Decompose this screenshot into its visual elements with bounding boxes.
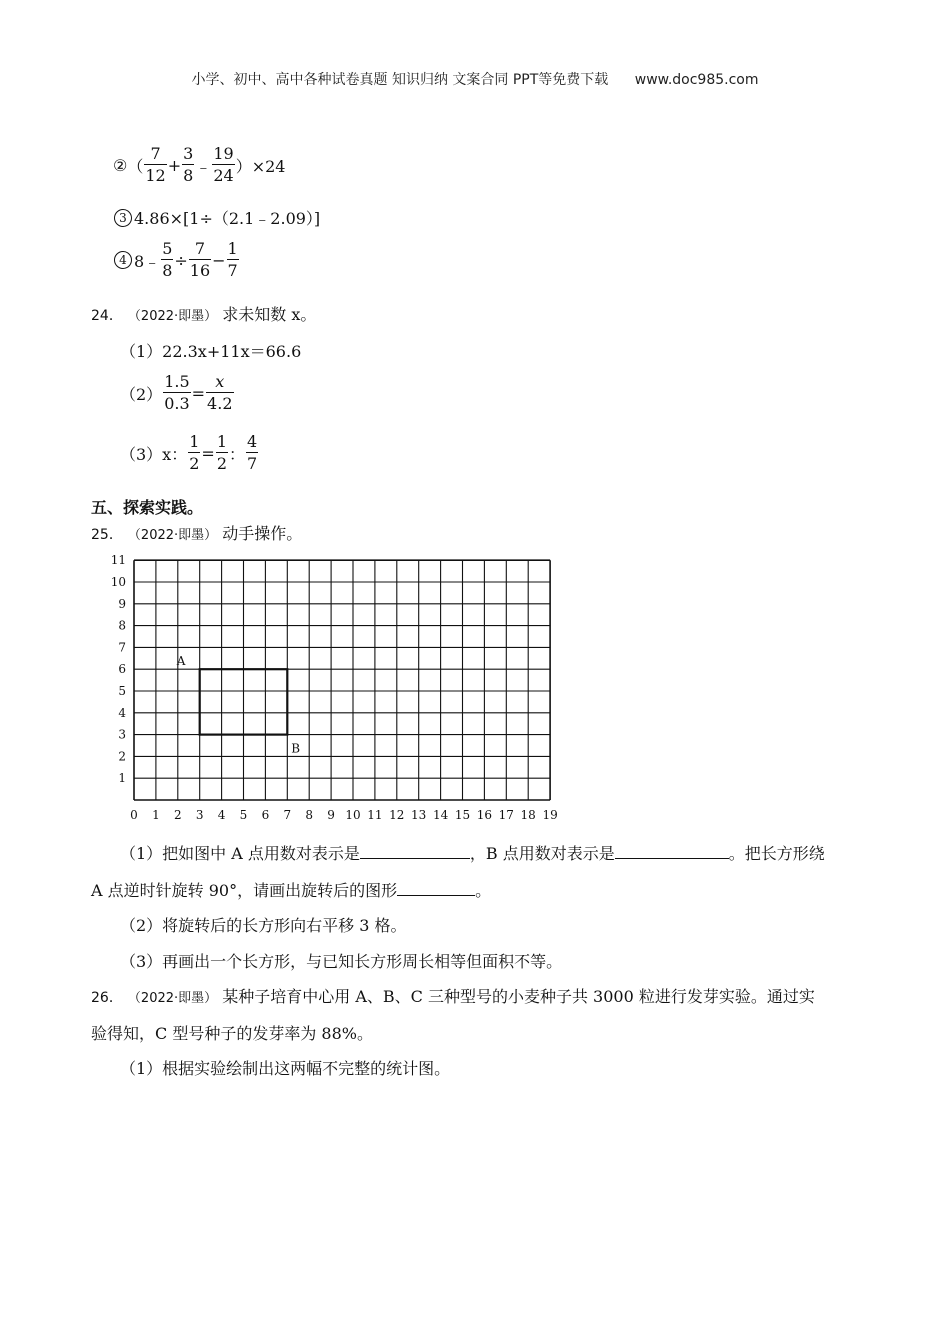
denominator: 12 <box>145 166 166 185</box>
x-tick-label: 12 <box>389 808 405 822</box>
x-tick-label: 7 <box>283 808 292 822</box>
denominator: 24 <box>213 166 234 185</box>
q26-part-1: （1）根据实验绘制出这两幅不完整的统计图。 <box>120 1059 451 1078</box>
y-tick-label: 6 <box>118 662 126 677</box>
y-tick-label: 2 <box>118 749 126 764</box>
question-number: 24． <box>91 308 123 324</box>
minus-sign: ﹣ <box>195 156 212 176</box>
q23-item-4 <box>114 241 240 279</box>
denominator: 16 <box>189 261 211 280</box>
header-site: www.doc985.com <box>634 72 759 88</box>
y-tick-label: 7 <box>118 640 126 655</box>
q25-part-1-line-2 <box>91 878 491 901</box>
answer-blank-a[interactable] <box>360 842 470 859</box>
x-tick-label: 1 <box>152 808 160 822</box>
q25-p1d: A 点逆时针旋转 90°，请画出旋转后的图形 <box>91 881 398 900</box>
minus-sign: − <box>212 250 226 270</box>
q23-item-2 <box>113 146 285 184</box>
x-tick-label: 11 <box>367 808 383 822</box>
numerator: 4 <box>247 432 258 451</box>
q25-p1e: 。 <box>475 881 492 900</box>
denominator: 8 <box>162 261 173 280</box>
grid-lines <box>134 560 550 800</box>
y-tick-label: 10 <box>110 575 126 589</box>
y-tick-label: 1 <box>118 771 126 786</box>
x-tick-label: 10 <box>345 808 361 822</box>
question-source: （2022·即墨） <box>127 309 218 324</box>
q25-part-3: （3）再画出一个长方形，与已知长方形周长相等但面积不等。 <box>120 952 563 971</box>
y-tick-label: 4 <box>118 705 126 720</box>
numerator: x <box>206 374 233 393</box>
numerator: 5 <box>162 239 173 258</box>
point-b-label: B <box>291 741 301 756</box>
x-tick-label: 3 <box>195 808 204 822</box>
q23-item2-marker: ② <box>113 155 128 175</box>
part-label: （2） <box>120 384 163 404</box>
y-tick-label: 9 <box>118 596 126 611</box>
fraction <box>182 146 194 184</box>
numerator: 7 <box>189 241 211 260</box>
y-tick-label: 5 <box>118 684 126 698</box>
fraction <box>216 434 228 472</box>
x-tick-label: 13 <box>411 808 427 822</box>
divide-sign: ÷ <box>174 250 188 270</box>
x-tick-label: 15 <box>454 808 471 822</box>
header-text: 小学、初中、高中各种试卷真题 知识归纳 文案合同 PPT等免费下载 <box>191 72 609 88</box>
denominator: 8 <box>183 166 194 185</box>
question-prompt: 动手操作。 <box>222 524 303 543</box>
question-source: （2022·即墨） <box>127 528 218 543</box>
q23-item4-marker: 4 <box>114 251 132 269</box>
fraction <box>212 146 234 184</box>
q24-part-1: （1）22.3x+11x＝66.6 <box>120 342 302 361</box>
question-number: 25． <box>91 527 123 543</box>
x-tick-label: 18 <box>520 808 536 822</box>
q24-heading <box>91 302 316 325</box>
numerator: 1 <box>189 432 200 451</box>
x-tick-label: 0 <box>130 808 138 822</box>
q24-part-2 <box>120 374 235 412</box>
q25-p1c: 。把长方形绕 <box>728 844 825 863</box>
x-tick-label: 8 <box>305 808 314 822</box>
point-a-label: A <box>176 654 186 669</box>
q25-part-2: （2）将旋转后的长方形向右平移 3 格。 <box>120 916 407 935</box>
y-tick-label: 3 <box>118 727 126 742</box>
fraction <box>161 241 173 279</box>
coordinate-grid <box>108 550 568 830</box>
q26-line-1 <box>91 984 815 1007</box>
q24-part-3 <box>120 434 259 472</box>
fraction <box>246 434 258 472</box>
q23-item3-text: 4.86×[1÷（2.1﹣2.09）] <box>134 209 321 228</box>
numerator: 3 <box>183 144 194 163</box>
q25-heading <box>91 521 302 544</box>
part-label: （3）x： <box>120 444 188 464</box>
denominator: 0.3 <box>164 394 190 413</box>
x-tick-label: 19 <box>542 808 558 822</box>
x-tick-label: 9 <box>327 808 335 822</box>
q25-part-1-line-1 <box>120 841 825 864</box>
q25-p1b: ，B 点用数对表示是 <box>469 844 615 863</box>
question-prompt: 求未知数 x。 <box>222 305 317 324</box>
numerator: 19 <box>213 144 234 163</box>
y-tick-label: 8 <box>118 618 126 633</box>
equals-sign: = <box>201 443 215 463</box>
fraction <box>227 241 239 279</box>
q23-item3-marker: 3 <box>114 209 132 227</box>
q23-item-3 <box>114 206 320 229</box>
x-tick-label: 5 <box>239 808 248 822</box>
x-tick-label: 6 <box>261 808 270 822</box>
x-tick-label: 17 <box>498 808 514 822</box>
fraction <box>188 434 200 472</box>
numerator: 7 <box>144 146 166 165</box>
fraction <box>189 241 211 279</box>
question-source: （2022·即墨） <box>127 991 218 1006</box>
denominator: 4.2 <box>207 394 233 413</box>
x-tick-label: 4 <box>217 808 226 822</box>
fraction <box>163 374 190 412</box>
numerator: 1 <box>216 432 227 451</box>
fraction <box>144 146 166 184</box>
q23-item2-open: （ <box>127 156 144 176</box>
colon: ： <box>229 444 246 464</box>
section-title: 五、探索实践。 <box>91 498 204 517</box>
x-tick-label: 16 <box>476 808 493 822</box>
q23-item2-close: ）×24 <box>235 156 286 176</box>
x-tick-label: 14 <box>432 808 449 822</box>
q25-p1a: （1）把如图中 A 点用数对表示是 <box>120 844 360 863</box>
denominator: 2 <box>216 454 227 473</box>
q23-item4-pre: 8﹣ <box>134 251 161 271</box>
numerator: 1.5 <box>164 372 190 391</box>
denominator: 7 <box>247 454 258 473</box>
page-header <box>0 69 950 89</box>
denominator: 2 <box>189 454 200 473</box>
x-tick-label: 2 <box>173 808 182 822</box>
question-number: 26． <box>91 990 123 1006</box>
answer-blank-b[interactable] <box>615 842 729 859</box>
q26-line-2: 验得知，C 型号种子的发芽率为 88%。 <box>91 1024 373 1043</box>
denominator: 7 <box>227 261 238 280</box>
equals-sign: = <box>191 383 206 403</box>
numerator: 1 <box>227 239 238 258</box>
fraction <box>206 374 233 412</box>
q26-text-1: 某种子培育中心用 A、B、C 三种型号的小麦种子共 3000 粒进行发芽实验。通过实 <box>222 987 815 1006</box>
plus-sign: + <box>167 155 182 175</box>
y-tick-label: 11 <box>110 553 126 568</box>
answer-blank-drawing[interactable] <box>397 879 475 896</box>
